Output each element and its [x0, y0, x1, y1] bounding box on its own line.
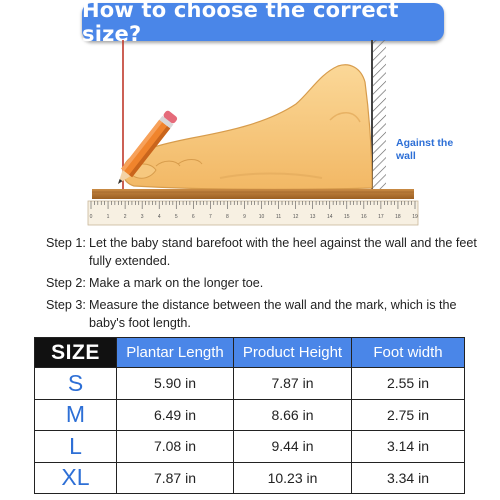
ruler-number: 16: [361, 214, 367, 220]
ruler-number: 13: [309, 214, 316, 220]
ruler: [88, 201, 418, 225]
product-height-cell: 8.66 in: [234, 399, 352, 431]
ruler-number: 19: [412, 214, 418, 220]
size-chart-table: [34, 337, 465, 494]
size-cell: S: [35, 368, 117, 400]
step-1-text: Let the baby stand barefoot with the heel against the wall and the feet fully extended.: [89, 236, 477, 268]
ruler-number: 18: [395, 214, 401, 220]
foot-measurement-illustration: [0, 0, 500, 235]
foot-width-cell: 3.34 in: [352, 462, 465, 494]
size-cell: XL: [35, 462, 117, 494]
instruction-steps: [46, 234, 486, 336]
ruler-number: 8: [226, 214, 229, 220]
table-row: [35, 431, 465, 463]
ruler-number: 11: [275, 214, 282, 220]
ruler-number: 6: [191, 214, 195, 220]
table-row: [35, 462, 465, 494]
ruler-number: 17: [378, 214, 384, 220]
step-1: [46, 234, 486, 270]
product-height-cell: 9.44 in: [234, 431, 352, 463]
ruler-number: 4: [157, 214, 161, 220]
page-title: How to choose the correct size?: [82, 0, 399, 46]
step-2: [46, 274, 486, 292]
step-3-label: Step 3:: [46, 298, 86, 312]
header-foot-width: Foot width: [352, 338, 465, 368]
product-height-cell: 10.23 in: [234, 462, 352, 494]
plantar-length-cell: 7.08 in: [117, 431, 234, 463]
table-row: [35, 399, 465, 431]
size-cell: M: [35, 399, 117, 431]
ruler-number: 9: [243, 214, 246, 220]
plantar-length-cell: 5.90 in: [117, 368, 234, 400]
header-size: SIZE: [35, 338, 117, 368]
step-3: [46, 296, 486, 332]
plantar-length-cell: 7.87 in: [117, 462, 234, 494]
step-3-text: Measure the distance between the wall and the mark, which is the baby's foot length.: [89, 298, 457, 330]
table-header-row: [35, 338, 465, 368]
step-2-label: Step 2:: [46, 276, 86, 290]
ruler-number: 5: [174, 214, 178, 220]
step-2-text: Make a mark on the longer toe.: [89, 276, 264, 290]
against-wall-label: Against the wall: [396, 137, 454, 162]
ruler-number: 10: [258, 214, 265, 220]
ruler-number: 15: [344, 214, 350, 220]
ruler-number: 0: [89, 214, 93, 220]
ruler-number: 12: [292, 214, 299, 220]
step-1-label: Step 1:: [46, 236, 86, 250]
header-plantar-length: Plantar Length: [117, 338, 234, 368]
header-product-height: Product Height: [234, 338, 352, 368]
product-height-cell: 7.87 in: [234, 368, 352, 400]
table-row: [35, 368, 465, 400]
plantar-length-cell: 6.49 in: [117, 399, 234, 431]
ruler-number: 7: [208, 214, 212, 220]
size-cell: L: [35, 431, 117, 463]
foot-width-cell: 2.75 in: [352, 399, 465, 431]
foot-width-cell: 2.55 in: [352, 368, 465, 400]
floor-plank: [92, 189, 414, 199]
foot-width-cell: 3.14 in: [352, 431, 465, 463]
ruler-number: 2: [123, 214, 127, 220]
wall-hatching: [372, 40, 386, 194]
ruler-number: 1: [106, 214, 110, 220]
ruler-number: 3: [140, 214, 144, 220]
ruler-number: 14: [326, 214, 333, 220]
